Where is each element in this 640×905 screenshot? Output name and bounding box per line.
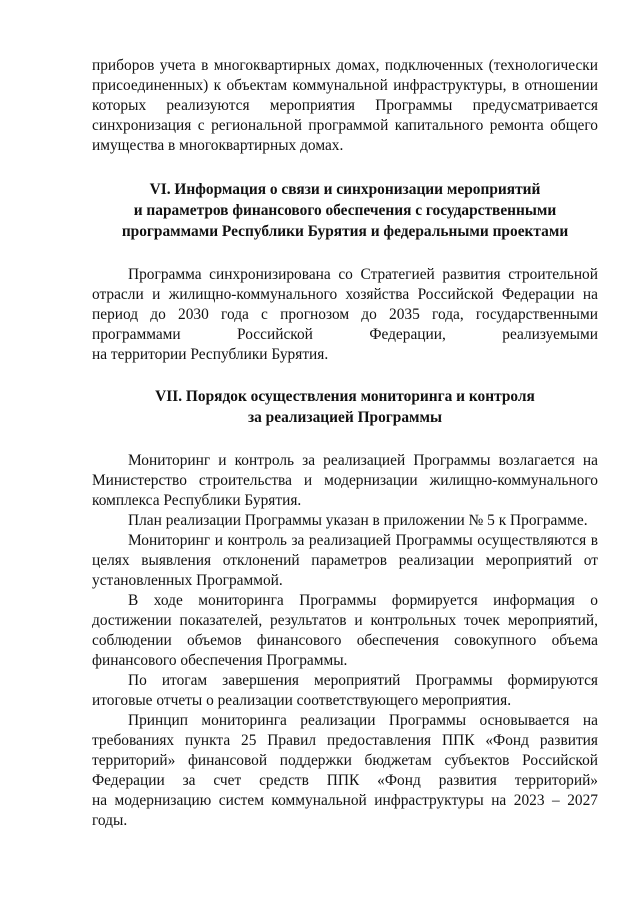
section-7-paragraph-2: План реализации Программы указан в приложении № 5 к Программе. — [128, 512, 588, 529]
section-7-title — [92, 386, 598, 428]
section-7-paragraph-1: Мониторинг и контроль за реализацией Программы возлагается на Министерство строительства и модернизации жилищно-коммунального комплекса Республики Бурятия. — [92, 452, 598, 509]
section-6-paragraph-tail: на территории Республики Бурятия. — [92, 346, 329, 363]
section-6-title-line-3: программами Республики Бурятия и федеральными проектами — [121, 223, 569, 240]
section-7-title-line-2: за реализацией Программы — [247, 409, 443, 426]
section-7-paragraph-4: В ходе мониторинга Программы формируется информация о достижении показателей, результатов и контрольных точек мероприятий, соблюдении объемов финансового обеспечения совокупного объема финансового обеспечения Программы. — [92, 592, 598, 669]
section-6-title — [92, 179, 598, 242]
section-7-paragraph-5: По итогам завершения мероприятий Программы формируются итоговые отчеты о реализации соответствующего мероприятия. — [92, 672, 598, 709]
section-6-title-line-2: и параметров финансового обеспечения с государственными — [133, 202, 557, 219]
section-6-title-line-1: VI. Информация о связи и синхронизации мероприятий — [149, 181, 541, 198]
section-7-paragraph-6-tail: на модернизацию систем коммунальной инфраструктуры на 2023 – 2027 годы. — [92, 792, 598, 829]
document-page — [92, 56, 598, 831]
intro-paragraph: приборов учета в многоквартирных домах, подключенных (технологически присоединенных) к объектам коммунальной инфраструктуры, в отношении которых реализуются мероприятия Программы предусматривается синхронизация с региональной программой капитального ремонта общего имущества в многоквартирных домах. — [92, 57, 598, 154]
section-6-paragraph: Программа синхронизирована со Стратегией развития строительной отрасли и жилищно-коммунального хозяйства Российской Федерации на период до 2030 года с прогнозом до 2035 года, государственными программами Российской Федерации, реализуемыми — [92, 266, 598, 343]
section-7-paragraph-6: Принцип мониторинга реализации Программы основывается на требованиях пункта 25 Правил предоставления ППК «Фонд развития территорий» финансовой поддержки бюджетам субъектов Российской Федерации за счет средств ППК «Фонд развития территорий» — [92, 712, 598, 789]
section-7-paragraph-3: Мониторинг и контроль за реализацией Программы осуществляются в целях выявления отклонений параметров реализации мероприятий от установленных Программой. — [92, 532, 598, 589]
section-7-title-line-1: VII. Порядок осуществления мониторинга и контроля — [155, 388, 535, 405]
